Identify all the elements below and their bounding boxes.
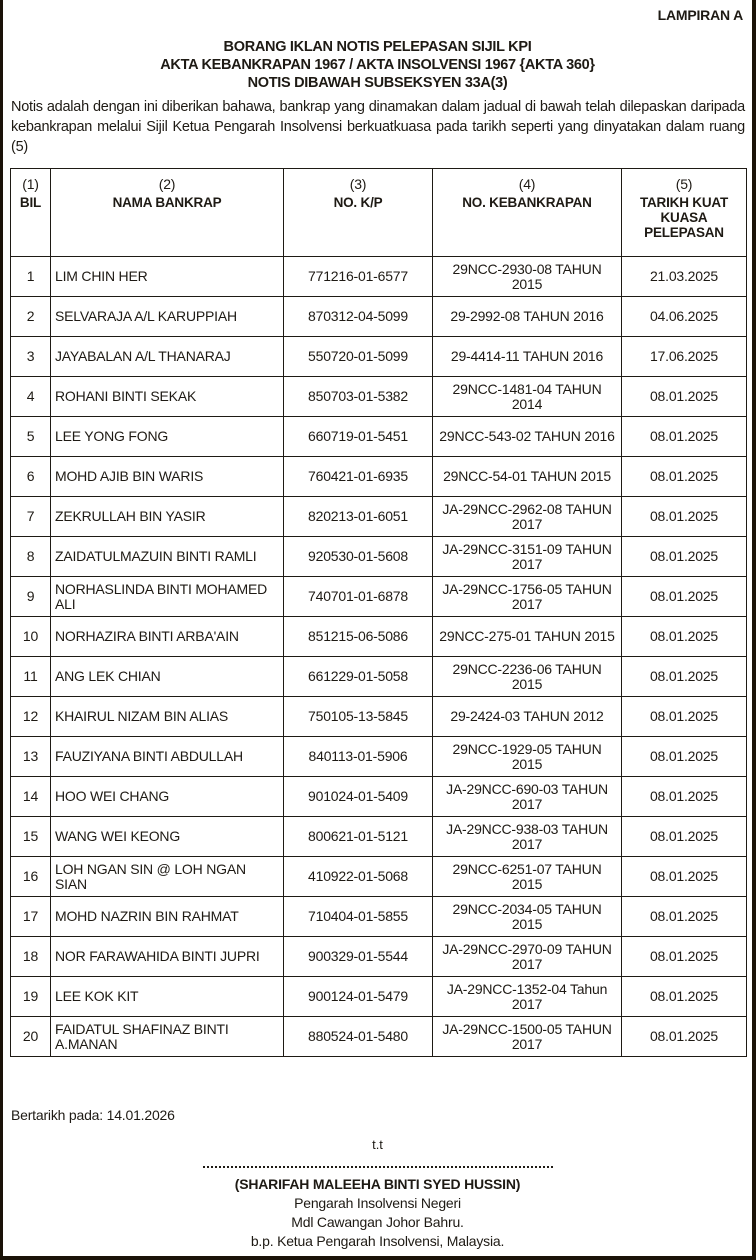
date-cell: 04.06.2025 bbox=[622, 297, 747, 337]
signed-mark: t.t bbox=[372, 1137, 383, 1152]
name-cell: WANG WEI KEONG bbox=[51, 817, 284, 857]
date-cell: 08.01.2025 bbox=[622, 377, 747, 417]
date-cell: 08.01.2025 bbox=[622, 937, 747, 977]
kebankrapan-cell: JA-29NCC-690-03 TAHUN 2017 bbox=[433, 777, 622, 817]
bil-cell: 3 bbox=[11, 337, 51, 377]
kebankrapan-cell: 29-2992-08 TAHUN 2016 bbox=[433, 297, 622, 337]
name-cell: NOR FARAWAHIDA BINTI JUPRI bbox=[51, 937, 284, 977]
intro-paragraph: Notis adalah dengan ini diberikan bahawa, bankrap yang dinamakan dalam jadual di bawah telah dilepaskan daripada kebankrapan melalui Sijil Ketua Pengarah Insolvensi berkuatkuasa pada tarikh seperti yang dinyatakan dalam ruang (5) bbox=[11, 99, 745, 155]
kebankrapan-cell: 29NCC-275-01 TAHUN 2015 bbox=[433, 617, 622, 657]
bil-cell: 15 bbox=[11, 817, 51, 857]
kp-cell: 900329-01-5544 bbox=[284, 937, 433, 977]
kp-cell: 851215-06-5086 bbox=[284, 617, 433, 657]
kp-cell: 900124-01-5479 bbox=[284, 977, 433, 1017]
table-row bbox=[11, 937, 747, 977]
notice-title bbox=[3, 38, 752, 92]
kp-cell: 410922-01-5068 bbox=[284, 857, 433, 897]
date-cell: 08.01.2025 bbox=[622, 457, 747, 497]
name-cell: FAUZIYANA BINTI ABDULLAH bbox=[51, 737, 284, 777]
table-row bbox=[11, 537, 747, 577]
name-cell: LOH NGAN SIN @ LOH NGAN SIAN bbox=[51, 857, 284, 897]
kp-cell: 820213-01-6051 bbox=[284, 497, 433, 537]
kebankrapan-cell: 29NCC-543-02 TAHUN 2016 bbox=[433, 417, 622, 457]
date-cell: 08.01.2025 bbox=[622, 857, 747, 897]
kp-cell: 550720-01-5099 bbox=[284, 337, 433, 377]
kebankrapan-cell: 29-2424-03 TAHUN 2012 bbox=[433, 697, 622, 737]
name-cell: ZAIDATULMAZUIN BINTI RAMLI bbox=[51, 537, 284, 577]
title-line: AKTA KEBANKRAPAN 1967 / AKTA INSOLVENSI 1967 {AKTA 360} bbox=[160, 57, 595, 73]
date-cell: 17.06.2025 bbox=[622, 337, 747, 377]
kebankrapan-cell: JA-29NCC-3151-09 TAHUN 2017 bbox=[433, 537, 622, 577]
kp-cell: 870312-04-5099 bbox=[284, 297, 433, 337]
bil-cell: 14 bbox=[11, 777, 51, 817]
signatory-behalf: b.p. Ketua Pengarah Insolvensi, Malaysia. bbox=[250, 1233, 505, 1249]
notice-page bbox=[3, 0, 752, 1256]
kebankrapan-cell: JA-29NCC-1352-04 Tahun 2017 bbox=[433, 977, 622, 1017]
table-row bbox=[11, 337, 747, 377]
kp-cell: 760421-01-6935 bbox=[284, 457, 433, 497]
name-cell: LIM CHIN HER bbox=[51, 257, 284, 297]
bil-cell: 19 bbox=[11, 977, 51, 1017]
date-cell: 08.01.2025 bbox=[622, 657, 747, 697]
column-header-kp: (3) NO. K/P bbox=[284, 169, 433, 257]
table-row bbox=[11, 657, 747, 697]
kp-cell: 750105-13-5845 bbox=[284, 697, 433, 737]
name-cell: MOHD AJIB BIN WARIS bbox=[51, 457, 284, 497]
table-header-row bbox=[11, 169, 747, 257]
bil-cell: 13 bbox=[11, 737, 51, 777]
bil-cell: 9 bbox=[11, 577, 51, 617]
date-cell: 08.01.2025 bbox=[622, 577, 747, 617]
signatory-name: (SHARIFAH MALEEHA BINTI SYED HUSSIN) bbox=[234, 1176, 521, 1192]
name-cell: ANG LEK CHIAN bbox=[51, 657, 284, 697]
table-row bbox=[11, 777, 747, 817]
column-header-name: (2) NAMA BANKRAP bbox=[51, 169, 284, 257]
date-cell: 21.03.2025 bbox=[622, 257, 747, 297]
appendix-label: LAMPIRAN A bbox=[657, 7, 743, 23]
table-row bbox=[11, 617, 747, 657]
name-cell: KHAIRUL NIZAM BIN ALIAS bbox=[51, 697, 284, 737]
bil-cell: 2 bbox=[11, 297, 51, 337]
date-cell: 08.01.2025 bbox=[622, 817, 747, 857]
bil-cell: 12 bbox=[11, 697, 51, 737]
name-cell: HOO WEI CHANG bbox=[51, 777, 284, 817]
kebankrapan-cell: JA-29NCC-2970-09 TAHUN 2017 bbox=[433, 937, 622, 977]
bil-cell: 5 bbox=[11, 417, 51, 457]
table-row bbox=[11, 1017, 747, 1057]
date-cell: 08.01.2025 bbox=[622, 417, 747, 457]
table-row bbox=[11, 497, 747, 537]
bil-cell: 7 bbox=[11, 497, 51, 537]
kebankrapan-cell: JA-29NCC-1500-05 TAHUN 2017 bbox=[433, 1017, 622, 1057]
kp-cell: 840113-01-5906 bbox=[284, 737, 433, 777]
signature-dotted-line bbox=[203, 1166, 553, 1168]
table-row bbox=[11, 737, 747, 777]
kp-cell: 901024-01-5409 bbox=[284, 777, 433, 817]
table-row bbox=[11, 897, 747, 937]
table-row bbox=[11, 417, 747, 457]
date-cell: 08.01.2025 bbox=[622, 497, 747, 537]
name-cell: JAYABALAN A/L THANARAJ bbox=[51, 337, 284, 377]
kebankrapan-cell: 29NCC-2034-05 TAHUN 2015 bbox=[433, 897, 622, 937]
kp-cell: 740701-01-6878 bbox=[284, 577, 433, 617]
kp-cell: 880524-01-5480 bbox=[284, 1017, 433, 1057]
kp-cell: 850703-01-5382 bbox=[284, 377, 433, 417]
date-cell: 08.01.2025 bbox=[622, 617, 747, 657]
kebankrapan-cell: JA-29NCC-938-03 TAHUN 2017 bbox=[433, 817, 622, 857]
kp-cell: 771216-01-6577 bbox=[284, 257, 433, 297]
kebankrapan-cell: 29NCC-1481-04 TAHUN 2014 bbox=[433, 377, 622, 417]
kebankrapan-cell: 29NCC-2236-06 TAHUN 2015 bbox=[433, 657, 622, 697]
kp-cell: 800621-01-5121 bbox=[284, 817, 433, 857]
dated-line: Bertarikh pada: 14.01.2026 bbox=[11, 1107, 175, 1123]
bil-cell: 11 bbox=[11, 657, 51, 697]
table-row bbox=[11, 857, 747, 897]
bil-cell: 1 bbox=[11, 257, 51, 297]
bil-cell: 8 bbox=[11, 537, 51, 577]
bil-cell: 6 bbox=[11, 457, 51, 497]
name-cell: ROHANI BINTI SEKAK bbox=[51, 377, 284, 417]
date-cell: 08.01.2025 bbox=[622, 777, 747, 817]
kebankrapan-cell: JA-29NCC-2962-08 TAHUN 2017 bbox=[433, 497, 622, 537]
name-cell: SELVARAJA A/L KARUPPIAH bbox=[51, 297, 284, 337]
signature-block bbox=[3, 1175, 752, 1251]
name-cell: ZEKRULLAH BIN YASIR bbox=[51, 497, 284, 537]
table-row bbox=[11, 697, 747, 737]
bil-cell: 16 bbox=[11, 857, 51, 897]
table-row bbox=[11, 977, 747, 1017]
date-cell: 08.01.2025 bbox=[622, 897, 747, 937]
table-row bbox=[11, 817, 747, 857]
name-cell: LEE YONG FONG bbox=[51, 417, 284, 457]
name-cell: MOHD NAZRIN BIN RAHMAT bbox=[51, 897, 284, 937]
signatory-title: Pengarah Insolvensi Negeri bbox=[294, 1195, 461, 1211]
bil-cell: 10 bbox=[11, 617, 51, 657]
bil-cell: 20 bbox=[11, 1017, 51, 1057]
kp-cell: 661229-01-5058 bbox=[284, 657, 433, 697]
date-cell: 08.01.2025 bbox=[622, 737, 747, 777]
kebankrapan-cell: 29NCC-54-01 TAHUN 2015 bbox=[433, 457, 622, 497]
kp-cell: 660719-01-5451 bbox=[284, 417, 433, 457]
kp-cell: 710404-01-5855 bbox=[284, 897, 433, 937]
name-cell: FAIDATUL SHAFINAZ BINTI A.MANAN bbox=[51, 1017, 284, 1057]
kebankrapan-cell: 29NCC-2930-08 TAHUN 2015 bbox=[433, 257, 622, 297]
name-cell: NORHASLINDA BINTI MOHAMED ALI bbox=[51, 577, 284, 617]
bil-cell: 4 bbox=[11, 377, 51, 417]
table-row bbox=[11, 457, 747, 497]
date-cell: 08.01.2025 bbox=[622, 537, 747, 577]
kebankrapan-cell: JA-29NCC-1756-05 TAHUN 2017 bbox=[433, 577, 622, 617]
bil-cell: 18 bbox=[11, 937, 51, 977]
date-cell: 08.01.2025 bbox=[622, 697, 747, 737]
column-header-bil: (1) BIL bbox=[11, 169, 51, 257]
kp-cell: 920530-01-5608 bbox=[284, 537, 433, 577]
name-cell: NORHAZIRA BINTI ARBA'AIN bbox=[51, 617, 284, 657]
table-body bbox=[11, 257, 747, 1057]
bil-cell: 17 bbox=[11, 897, 51, 937]
column-header-date: (5) TARIKH KUAT KUASA PELEPASAN bbox=[622, 169, 747, 257]
signatory-branch: Mdl Cawangan Johor Bahru. bbox=[291, 1214, 464, 1230]
kebankrapan-cell: 29NCC-6251-07 TAHUN 2015 bbox=[433, 857, 622, 897]
date-cell: 08.01.2025 bbox=[622, 977, 747, 1017]
kebankrapan-cell: 29-4414-11 TAHUN 2016 bbox=[433, 337, 622, 377]
column-header-kebankrapan: (4) NO. KEBANKRAPAN bbox=[433, 169, 622, 257]
table-row bbox=[11, 377, 747, 417]
name-cell: LEE KOK KIT bbox=[51, 977, 284, 1017]
kebankrapan-cell: 29NCC-1929-05 TAHUN 2015 bbox=[433, 737, 622, 777]
bankrupt-discharge-table bbox=[10, 168, 747, 1057]
table-row bbox=[11, 577, 747, 617]
table-row bbox=[11, 257, 747, 297]
title-line: BORANG IKLAN NOTIS PELEPASAN SIJIL KPI bbox=[223, 39, 532, 55]
title-line: NOTIS DIBAWAH SUBSEKSYEN 33A(3) bbox=[247, 75, 508, 91]
table-row bbox=[11, 297, 747, 337]
date-cell: 08.01.2025 bbox=[622, 1017, 747, 1057]
